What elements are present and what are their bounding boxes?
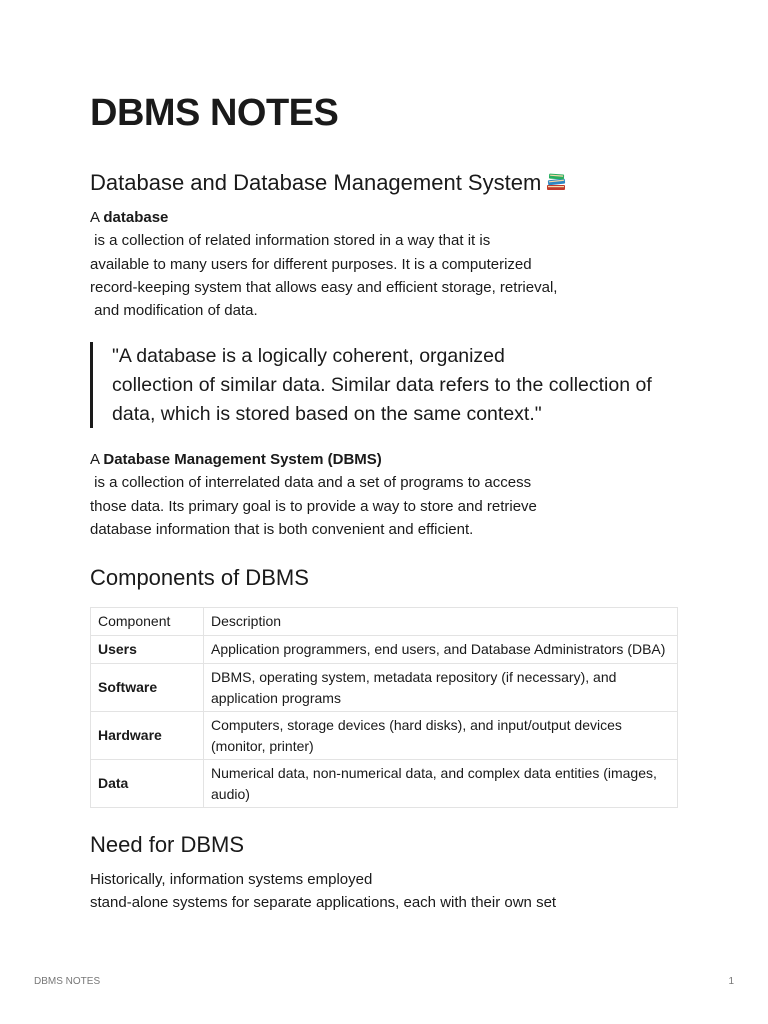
table-cell-component: Software [91, 664, 204, 712]
table-header-cell: Component [91, 608, 204, 636]
need-paragraph: Historically, information systems employed stand-alone systems for separate applications, each with their own set [90, 871, 557, 912]
database-term: database [103, 209, 169, 226]
section-heading-components: Components of DBMS [90, 565, 309, 590]
dbms-term: Database Management System (DBMS) [103, 451, 382, 468]
database-definition-prefix: A [90, 209, 104, 226]
dbms-definition [90, 448, 537, 541]
footer-title: DBMS NOTES [34, 976, 101, 987]
table-row [91, 664, 678, 712]
table-header-row [91, 608, 678, 636]
components-table [90, 607, 678, 808]
table-cell-component: Hardware [91, 712, 204, 760]
document-title: DBMS NOTES [90, 92, 339, 134]
database-definition [90, 206, 557, 322]
table-cell-description: Numerical data, non-numerical data, and complex data entities (images, audio) [204, 760, 678, 808]
database-quote: "A database is a logically coherent, organized collection of similar data. Similar data refers to the collection of data, which is stored based on the same context." [90, 342, 682, 428]
table-header-cell: Description [204, 608, 678, 636]
table-cell-description: Computers, storage devices (hard disks), and input/output devices (monitor, printer) [204, 712, 678, 760]
books-emoji-icon [545, 172, 567, 192]
database-definition-text: is a collection of related information stored in a way that it is available to many users for different purposes. It is a computerized record-keeping system that allows easy and efficient storage, retrieval, and modification of data. [90, 232, 558, 320]
table-cell-description: DBMS, operating system, metadata repository (if necessary), and application programs [204, 664, 678, 712]
table-cell-component: Data [91, 760, 204, 808]
section-heading-database-text: Database and Database Management System [90, 170, 542, 195]
dbms-definition-text: is a collection of interrelated data and a set of programs to access those data. Its primary goal is to provide a way to store and retrieve database information that is both convenient and efficient. [90, 474, 537, 538]
table-cell-component: Users [91, 636, 204, 664]
table-cell-description: Application programmers, end users, and Database Administrators (DBA) [204, 636, 678, 664]
page-number: 1 [728, 976, 734, 987]
section-heading-database [90, 170, 567, 196]
table-row [91, 712, 678, 760]
table-row [91, 760, 678, 808]
table-row [91, 636, 678, 664]
section-heading-need: Need for DBMS [90, 832, 245, 857]
dbms-definition-prefix: A [90, 451, 104, 468]
